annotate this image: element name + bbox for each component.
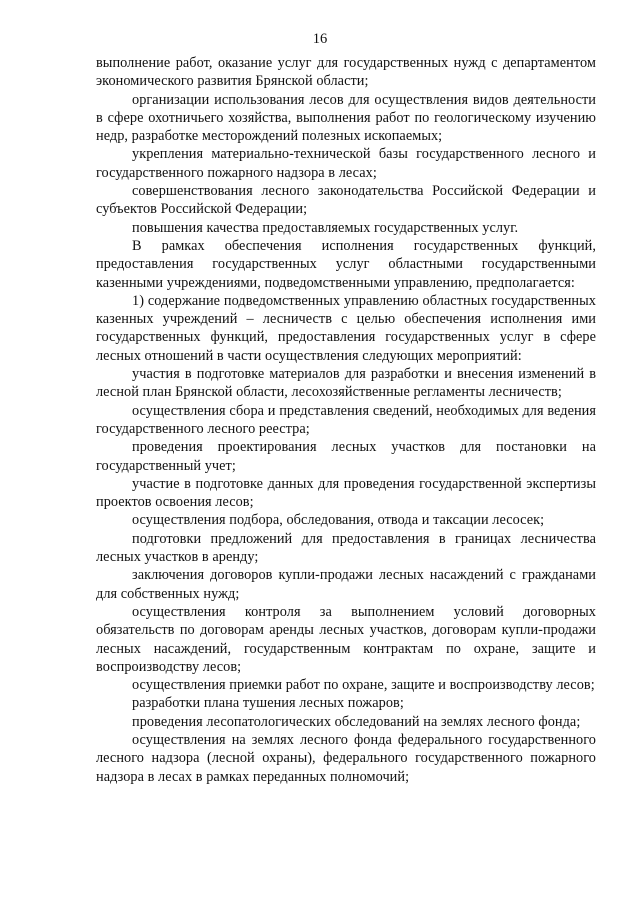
paragraph: осуществления сбора и представления сведений, необходимых для ведения государственного лесного реестра; [96,402,596,437]
paragraph: повышения качества предоставляемых государственных услуг. [132,219,519,236]
paragraph: подготовки предложений для предоставления в границах лесничества лесных участков в аренду; [96,530,596,566]
document-body [96,54,596,786]
paragraph: проведения проектирования лесных участков для постановки на государственный учет; [96,439,596,474]
paragraph: заключения договоров купли-продажи лесных насаждений с гражданами для собственных нужд; [96,567,596,602]
paragraph: разработки плана тушения лесных пожаров; [132,695,404,712]
paragraph: участия в подготовке материалов для разработки и внесения изменений в лесной план Брянской области, лесохозяйственные регламенты лесничеств; [96,366,596,401]
paragraph: проведения лесопатологических обследований на землях лесного фонда; [132,713,581,730]
paragraph: укрепления материально-технической базы государственного лесного и государственного пожарного надзора в лесах; [96,146,596,181]
paragraph: осуществления приемки работ по охране, защите и воспроизводству лесов; [132,677,595,694]
page-number: 16 [312,31,328,47]
paragraph: выполнение работ, оказание услуг для государственных нужд с департаментом экономического развития Брянской области; [96,55,596,90]
paragraph: участие в подготовке данных для проведения государственной экспертизы проектов освоения лесов; [96,475,596,511]
paragraph: осуществления подбора, обследования, отвода и таксации лесосек; [132,512,545,529]
paragraph: 1) содержание подведомственных управлению областных государственных казенных учреждений – лесничеств с целью обеспечения исполнения ими государственных функций, предоставления государственных услуг в сфере лесных отношений в части осуществления следующих мероприятий: [96,292,596,364]
paragraph: В рамках обеспечения исполнения государственных функций, предоставления государственных услуг областными государственными казенными учреждениями, подведомственными управлению, предполагается: [96,237,596,291]
paragraph: осуществления на землях лесного фонда федерального государственного лесного надзора (лесной охраны), федерального государственного пожарного надзора в лесах в рамках переданных полномочий; [96,731,596,785]
paragraph: осуществления контроля за выполнением условий договорных обязательств по договорам аренды лесных участков, договорам купли-продажи лесных насаждений, государственным контрактам по охране, защите и воспроизводству лесов; [96,603,596,675]
paragraph: организации использования лесов для осуществления видов деятельности в сфере охотничьего хозяйства, выполнения работ по геологическому изучению недр, разработке месторождений полезных ископаемых; [96,91,596,145]
paragraph: совершенствования лесного законодательства Российской Федерации и субъектов Российской Федерации; [96,183,596,218]
